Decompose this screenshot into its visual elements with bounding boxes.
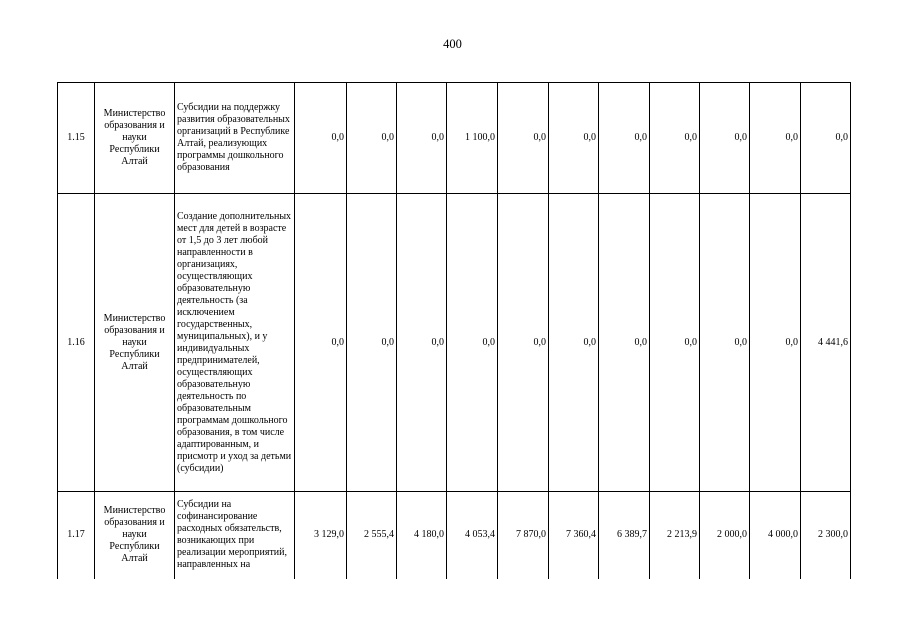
value-cell: 2 555,4 bbox=[347, 492, 397, 579]
value-cell: 0,0 bbox=[801, 83, 851, 194]
table-row bbox=[58, 492, 851, 579]
value-cell: 7 870,0 bbox=[498, 492, 549, 579]
value-cell: 0,0 bbox=[397, 194, 447, 492]
row-number: 1.15 bbox=[58, 83, 95, 194]
value-cell: 4 000,0 bbox=[750, 492, 801, 579]
value-cell: 4 053,4 bbox=[447, 492, 498, 579]
responsible-organization: Министерство образования и науки Республики Алтай bbox=[95, 194, 175, 492]
table-row bbox=[58, 83, 851, 194]
value-cell: 0,0 bbox=[650, 194, 700, 492]
value-cell: 0,0 bbox=[750, 83, 801, 194]
measure-description: Субсидии на софинансирование расходных обязательств, возникающих при реализации мероприятий, направленных на bbox=[175, 492, 295, 579]
measure-description: Субсидии на поддержку развития образовательных организаций в Республике Алтай, реализующих программы дошкольного образования bbox=[175, 83, 295, 194]
measure-description: Создание дополнительных мест для детей в возрасте от 1,5 до 3 лет любой направленности в организациях, осуществляющих образовательную деятельность (за исключением государственных, муниципальных), и у индивидуальных предпринимателей, осуществляющих образовательную деятельность по образовательным программам дошкольного образования, в том числе адаптированным, и присмотр и уход за детьми (субсидии) bbox=[175, 194, 295, 492]
value-cell: 0,0 bbox=[650, 83, 700, 194]
value-cell: 0,0 bbox=[599, 194, 650, 492]
page-number: 400 bbox=[443, 37, 462, 51]
value-cell: 0,0 bbox=[549, 194, 599, 492]
value-cell: 0,0 bbox=[700, 194, 750, 492]
value-cell: 0,0 bbox=[700, 83, 750, 194]
value-cell: 0,0 bbox=[295, 83, 347, 194]
value-cell: 0,0 bbox=[295, 194, 347, 492]
value-cell: 0,0 bbox=[397, 83, 447, 194]
value-cell: 3 129,0 bbox=[295, 492, 347, 579]
value-cell: 0,0 bbox=[447, 194, 498, 492]
value-cell: 2 300,0 bbox=[801, 492, 851, 579]
value-cell: 2 213,9 bbox=[650, 492, 700, 579]
responsible-organization: Министерство образования и науки Республики Алтай bbox=[95, 492, 175, 579]
value-cell: 0,0 bbox=[498, 194, 549, 492]
row-number: 1.16 bbox=[58, 194, 95, 492]
budget-table bbox=[57, 82, 851, 579]
value-cell: 0,0 bbox=[347, 83, 397, 194]
value-cell: 7 360,4 bbox=[549, 492, 599, 579]
value-cell: 6 389,7 bbox=[599, 492, 650, 579]
value-cell: 0,0 bbox=[498, 83, 549, 194]
value-cell: 0,0 bbox=[599, 83, 650, 194]
table-row bbox=[58, 194, 851, 492]
value-cell: 4 180,0 bbox=[397, 492, 447, 579]
value-cell: 0,0 bbox=[549, 83, 599, 194]
value-cell: 1 100,0 bbox=[447, 83, 498, 194]
row-number: 1.17 bbox=[58, 492, 95, 579]
value-cell: 4 441,6 bbox=[801, 194, 851, 492]
value-cell: 0,0 bbox=[347, 194, 397, 492]
value-cell: 2 000,0 bbox=[700, 492, 750, 579]
value-cell: 0,0 bbox=[750, 194, 801, 492]
responsible-organization: Министерство образования и науки Республики Алтай bbox=[95, 83, 175, 194]
